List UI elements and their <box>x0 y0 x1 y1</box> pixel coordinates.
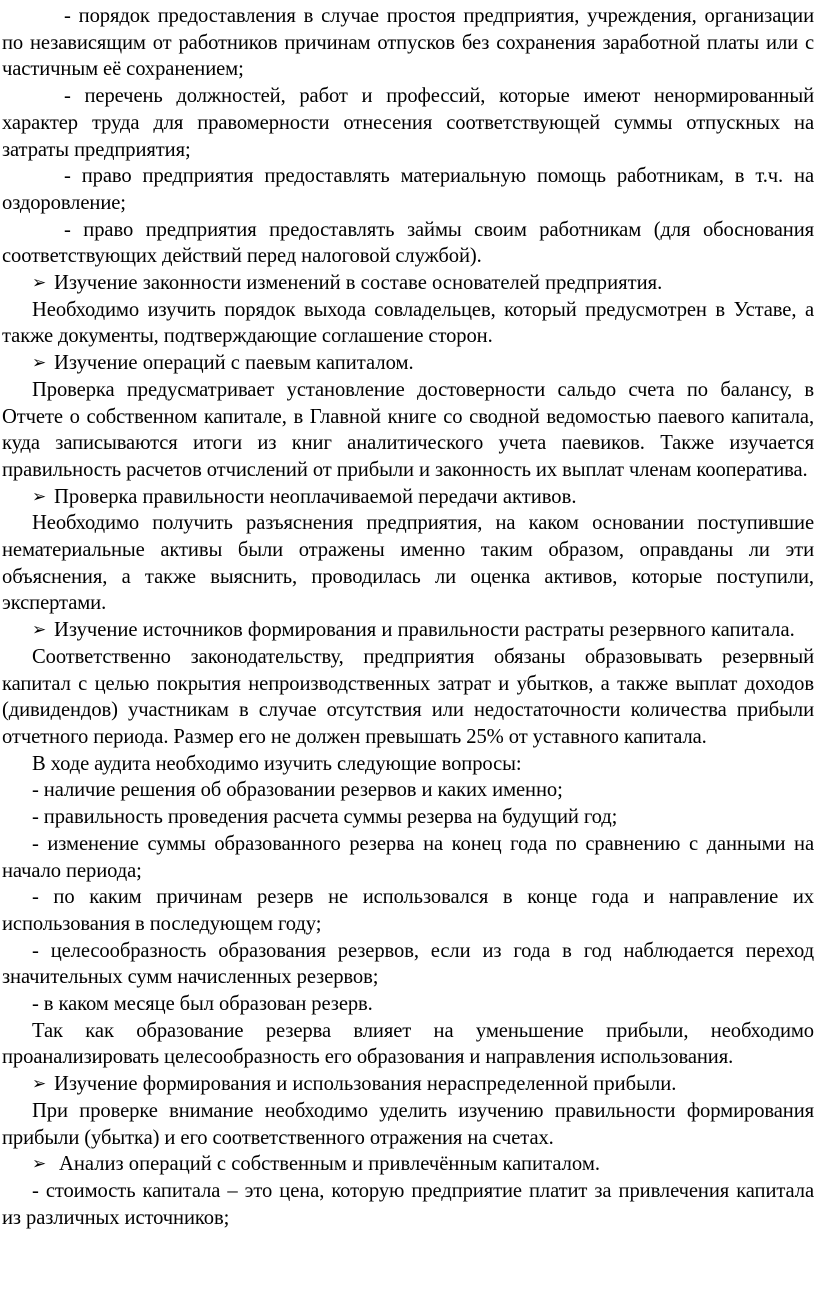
paragraph-material-aid: - право предприятия предоставлять материальную помощь работникам, в т.ч. на оздоровление; <box>2 165 814 214</box>
bullet-text: Анализ операций с собственным и привлечённым капиталом. <box>59 1153 601 1176</box>
bullet-reserve-capital <box>2 617 814 644</box>
paragraph-share-capital-check: Проверка предусматривает установление достоверности сальдо счета по балансу, в Отчете о собственном капитале, в Главной книге со сводной ведомостью паевого капитала, куда записываются итоги из книг аналитического учета паевиков. Также изучается правильность расчетов отчислений от прибыли и законность их выплат членам кооператива. <box>2 378 814 481</box>
list-item-reserve-unused: - по каким причинам резерв не использовался в конце года и направление их использования в последующем году; <box>2 886 814 935</box>
list-item-reserve-expediency: - целесообразность образования резервов, если из года в год наблюдается переход значительных сумм начисленных резервов; <box>2 939 814 989</box>
paragraph-reserve-legislation: Соответственно законодательству, предприятия обязаны образовывать резервный капитал с целью покрытия непроизводственных затрат и убытков, а также выплат доходов (дивидендов) участникам в случае отсутствия или недостаточности количества прибыли отчетного периода. Размер его не должен превышать 25% от уставного капитала. <box>2 645 814 748</box>
bullet-share-capital <box>2 350 814 377</box>
bullet-asset-transfer <box>2 484 814 511</box>
bullet-text: Изучение источников формирования и правильности растраты резервного капитала. <box>54 619 795 642</box>
bullet-text: Изучение законности изменений в составе основателей предприятия. <box>54 272 663 295</box>
bullet-text: Проверка правильности неоплачиваемой передачи активов. <box>54 485 577 508</box>
arrow-bullet-icon: ➢ <box>32 273 47 294</box>
list-item-reserve-calculation: - правильность проведения расчета суммы резерва на будущий год; <box>32 806 618 829</box>
paragraph-capital-cost: - стоимость капитала – это цена, которую предприятие платит за привлечения капитала из различных источников; <box>2 1179 814 1229</box>
arrow-bullet-icon: ➢ <box>32 1074 47 1095</box>
paragraph-unpaid-leave: - порядок предоставления в случае простоя предприятия, учреждения, организации по независящим от работников причинам отпусков без сохранения заработной платы или с частичным её сохранением; <box>2 5 814 81</box>
paragraph-employee-loans: - право предприятия предоставлять займы своим работникам (для обоснования соответствующих действий перед налоговой службой). <box>2 218 814 268</box>
paragraph-audit-questions: В ходе аудита необходимо изучить следующие вопросы: <box>32 752 522 775</box>
bullet-text: Изучение операций с паевым капиталом. <box>54 352 414 375</box>
bullet-text: Изучение формирования и использования нераспределенной прибыли. <box>54 1073 677 1096</box>
list-item-reserve-change: - изменение суммы образованного резерва на конец года по сравнению с данными на начало периода; <box>2 832 814 882</box>
paragraph-intangible-assets: Необходимо получить разъяснения предприятия, на каком основании поступившие нематериальные активы были отражены именно таким образом, оправданы ли эти объяснения, а также выяснить, проводилась ли оценка активов, которые поступили, экспертами. <box>2 512 814 615</box>
paragraph-irregular-positions: - перечень должностей, работ и профессий, которые имеют ненормированный характер труда для правомерности отнесения соответствующей суммы отпускных на затраты предприятия; <box>2 85 814 161</box>
bullet-capital-analysis <box>2 1151 814 1178</box>
bullet-retained-earnings <box>2 1071 814 1098</box>
bullet-founders-changes <box>2 270 814 297</box>
paragraph-co-owners-exit: Необходимо изучить порядок выхода совладельцев, который предусмотрен в Уставе, а также документы, подтверждающие соглашение сторон. <box>2 298 814 348</box>
paragraph-profit-check: При проверке внимание необходимо уделить изучению правильности формирования прибыли (убытка) и его соответственного отражения на счетах. <box>2 1099 814 1149</box>
arrow-bullet-icon: ➢ <box>32 620 47 641</box>
arrow-bullet-icon: ➢ <box>32 353 47 374</box>
arrow-bullet-icon: ➢ <box>32 1154 47 1175</box>
arrow-bullet-icon: ➢ <box>32 486 47 507</box>
paragraph-reserve-profit: Так как образование резерва влияет на уменьшение прибыли, необходимо проанализировать целесообразность его образования и направления использования. <box>2 1019 814 1069</box>
list-item-reserve-month: - в каком месяце был образован резерв. <box>32 993 373 1016</box>
list-item-reserve-decision: - наличие решения об образовании резервов и каких именно; <box>32 779 563 802</box>
